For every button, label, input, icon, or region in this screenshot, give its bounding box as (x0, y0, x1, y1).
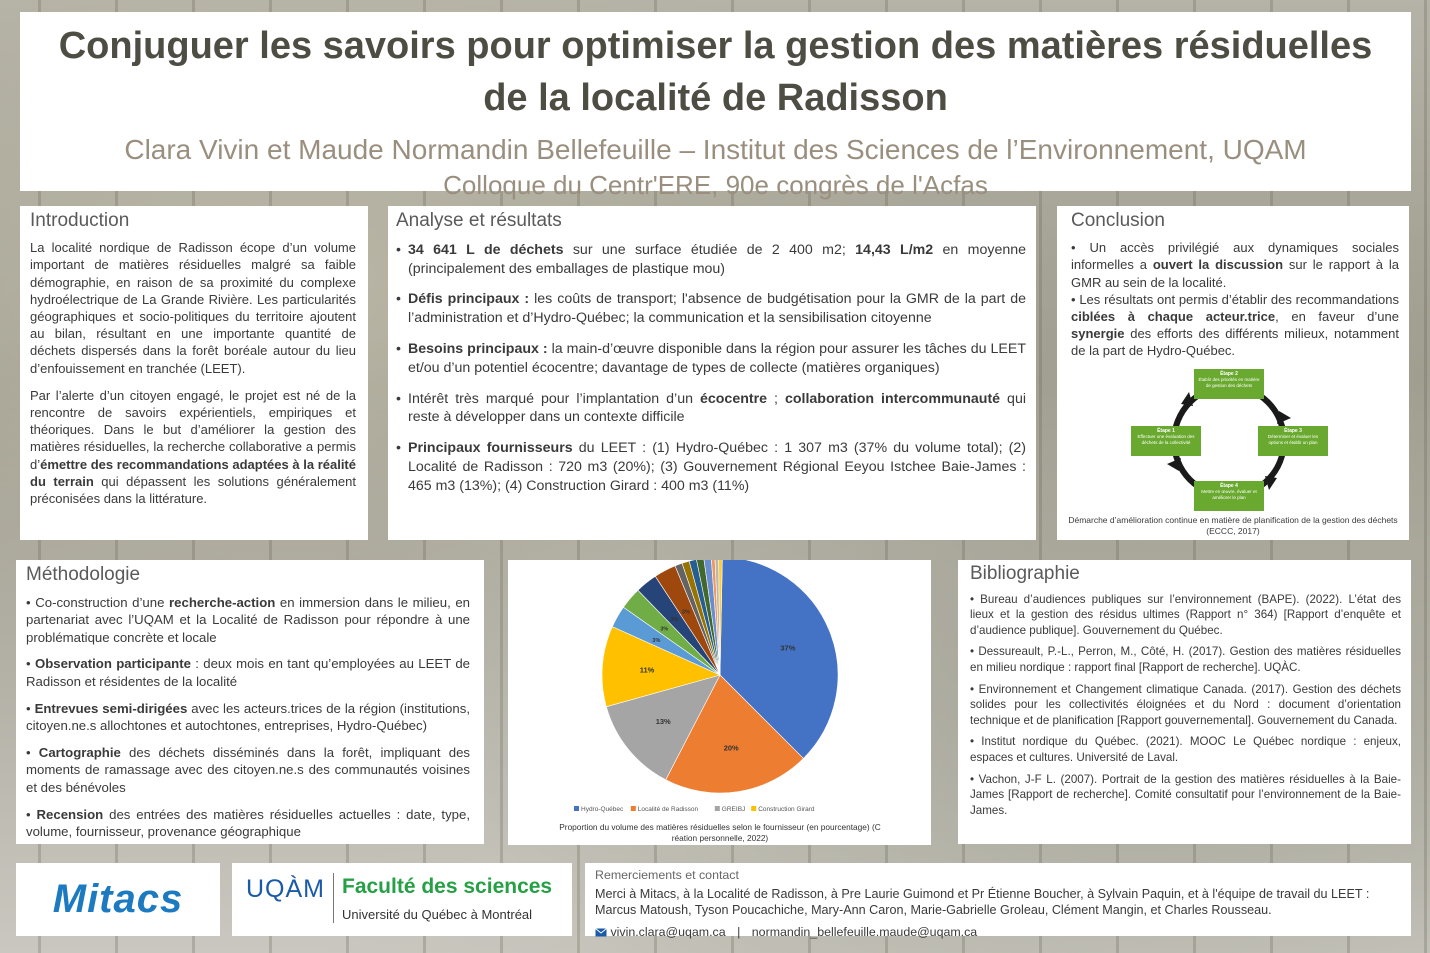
acknowledgements-heading: Remerciements et contact (595, 868, 739, 882)
list-item (396, 241, 1026, 279)
emphasis: 34 641 L de déchets (408, 241, 564, 258)
text: qui dépassent les solutions généralement préconisées dans la littérature. (30, 473, 356, 507)
list-item (396, 439, 1026, 495)
emphasis: Entrevues semi-dirigées (34, 700, 188, 716)
colloque: Colloque du Centr'ERE, 90e congrès de l'Acfas (443, 170, 988, 200)
method-item: • Cartographie des déchets disséminés dans la forêt, impliquant des moments de ramassage avec des citoyen.ne.s des communautés voisines et des bénévoles (26, 744, 470, 795)
method-item: • Observation participante : deux mois en tant qu’employées au LEET de Radisson et résidentes de la localité (26, 656, 471, 689)
bibliography-heading: Bibliographie (970, 563, 1080, 584)
text: • Les résultats ont permis d’établir des recommandations (1071, 291, 1399, 307)
email-link-1[interactable]: vivin.clara@uqam.ca (610, 924, 726, 939)
legend-swatch (574, 806, 579, 811)
legend-label: GREIBJ (721, 806, 746, 813)
arrow-head (1277, 411, 1291, 424)
list-item (396, 390, 1026, 428)
text: des efforts des différents milieux, notamment de la part de Hydro-Québec. (1071, 326, 1399, 359)
legend-label: Localité de Radisson (637, 806, 699, 813)
cycle-step-3 (1258, 426, 1328, 456)
step-text: Effectuer une évaluation des déchets de la collectivité (1137, 434, 1195, 445)
emphasis: Défis principaux : (408, 291, 530, 308)
university-name: Université du Québec à Montréal (342, 907, 533, 922)
reference: • Dessureault, P.-L., Perron, M., Côté, H. (2017). Gestion des matières résiduelles en milieu nordique : rapport final [Rapport de recherche]. UQÀC. (970, 645, 1401, 674)
emphasis: synergie (1071, 326, 1125, 342)
text: la main-d’œuvre disponible dans la région pour assurer les tâches du LEET et/ou d’un potentiel écocentre; davantage de types de collecte (matières organiques) (408, 340, 1026, 376)
text: : deux mois en tant qu’employées au LEET de Radisson et résidentes de la localité (26, 656, 471, 689)
method-item: • Recension des entrées des matières résiduelles actuelles : date, type, volume, fournisseur, provenance géographique (26, 806, 470, 840)
title-line-2: de la localité de Radisson (483, 77, 948, 119)
text: qui reste à développer dans un contexte difficile (408, 390, 1026, 426)
pie-chart-panel (508, 560, 931, 845)
uqam-wordmark: UQÀM (246, 875, 325, 903)
chart-caption: Proportion du volume des matières résiduelles selon le fournisseur (en pourcentage) (C (559, 822, 881, 832)
legend-label: Hydro-Québec (581, 806, 624, 813)
reference: • Institut nordique du Québec. (2021). MOOC Le Québec nordique : enjeux, espaces et cultures. Université de Laval. (970, 735, 1401, 764)
legend-swatch (715, 806, 720, 811)
conclusion-section (1057, 206, 1409, 540)
email-icon (595, 928, 607, 937)
acknowledgements-text: Merci à Mitacs, à la Localité de Radisson, à Pre Laurie Guimond et Pr Étienne Boucher, à Sylvain Paquin, et à l'équipe de travail du LEET : Marcus Matoush, Tyson Poucachiche, Mary-Ann Caron, Marie-Gabrielle Groleau, Clément Mangin, et Charles Rousseau. (595, 886, 1370, 917)
methodology-heading: Méthodologie (26, 564, 141, 585)
pie-chart (508, 560, 931, 845)
introduction-paragraph-1: La localité nordique de Radisson écope d’un volume important de matières résiduelles malgré sa faible démographie, en raison de sa proximité du complexe hydroélectrique de La Grande Rivière. Les particularités géographiques et socio-politiques du territoire ajoutent au bilan, résultant en une importante quantité de déchets dispersés dans la forêt boréale autour du lieu d’enfouissement en tranchée (LEET). (30, 240, 356, 376)
text: sur le rapport à la GMR au sein de la localité. (1071, 257, 1400, 290)
authors: Clara Vivin et Maude Normandin Bellefeuille – Institut des Sciences de l’Environnement, UQAM (124, 134, 1307, 165)
conclusion-point-2 (1071, 291, 1399, 360)
conclusion-heading: Conclusion (1071, 210, 1165, 231)
emphasis: Cartographie (38, 744, 121, 760)
introduction-paragraph-2 (30, 387, 356, 507)
pie-data-label: 3% (670, 616, 679, 623)
separator: | (737, 924, 741, 939)
contact-line (595, 924, 1401, 941)
emphasis: Observation participante (34, 656, 191, 672)
emphasis: Recension (36, 806, 104, 822)
chart-caption: réation personnelle, 2022) (671, 833, 769, 843)
pie-data-label: 37% (780, 643, 796, 653)
legend-label: Construction Girard (758, 806, 815, 813)
faculty-name: Faculté des sciences (342, 875, 553, 898)
pie-data-label: 20% (723, 743, 739, 753)
diagram-caption: Démarche d’amélioration continue en matière de planification de la gestion des déchets (ECCC, 2017) (1068, 515, 1398, 536)
analysis-section (388, 206, 1036, 540)
logo-divider (333, 873, 334, 923)
step-title: Étape 3 (1284, 428, 1302, 434)
acknowledgements-section (585, 863, 1411, 939)
method-item (26, 594, 470, 647)
reference: • Bureau d’audiences publiques sur l’environnement (BAPE). (2022). L’état des lieux et la gestion des résidus ultimes (Rapport n° 364) [Rapport d’enquête et d’audience publique]. Gouvernement du Québec. (970, 592, 1401, 637)
introduction-section (20, 206, 368, 540)
title-banner (20, 12, 1411, 200)
mitacs-wordmark: Mitacs (52, 877, 184, 921)
email-link-2[interactable]: normandin_bellefeuille.maude@uqam.ca (751, 924, 978, 939)
step-title: Étape 1 (1157, 428, 1175, 434)
text: en moyenne (principalement des emballages de plastique mou) (408, 241, 1027, 277)
text: ; (767, 390, 785, 407)
conclusion-point-1 (1071, 239, 1399, 291)
list-item (396, 290, 1026, 328)
pie-data-label: 13% (655, 717, 671, 727)
improvement-cycle-diagram (1129, 366, 1329, 516)
emphasis: recherche-action (169, 594, 276, 610)
pie-data-label: 3% (652, 637, 661, 644)
pie-data-label: 11% (639, 665, 655, 675)
emphasis: 14,43 L/m2 (855, 241, 934, 258)
reference: • Vachon, J-F L. (2007). Portrait de la gestion des matières résiduelles à la Baie-James [Rapport de recherche]. Comité consultatif pour l’environnement de la Baie-James. (970, 772, 1401, 817)
step-title: Étape 2 (1220, 371, 1238, 377)
text: avec les acteurs.trices de la région (institutions, citoyen.ne.s allochtones et autochtones, entreprises, Hydro-Québec) (26, 700, 470, 734)
emphasis: ciblées à chaque acteur.trice (1071, 309, 1276, 325)
text: Intérêt très marqué pour l’implantation d’un (408, 390, 700, 407)
text: sur une surface étudiée de 2 400 m2; (563, 241, 856, 258)
text: en immersion dans le milieu, en partenariat avec l’UQAM et la Localité de Radisson pour répondre à une problématique concrète et locale (26, 594, 471, 645)
emphasis: Principaux fournisseurs (408, 440, 573, 457)
cycle-step-1 (1131, 426, 1201, 456)
methodology-section (16, 560, 484, 844)
mitacs-logo (16, 863, 220, 936)
emphasis: ouvert la discussion (1152, 257, 1284, 273)
step-text: Établir des priorités en matière de gestion des déchets (1198, 377, 1260, 388)
emphasis: Besoins principaux : (408, 340, 548, 357)
text: du LEET : (1) Hydro-Québec : 1 307 m3 (37% du volume total); (2) Localité de Radisson : 720 m3 (20%); (3) Gouvernement Régional Eeyou Istchee Baie-James : 465 m3 (13%); (4) Construction Girard : 400 m3 (11%) (408, 440, 1027, 494)
arrow-head (1167, 458, 1181, 471)
method-item: • Entrevues semi-dirigées avec les acteurs.trices de la région (institutions, citoyen.ne.s allochtones et autochtones, entreprises, Hydro-Québec) (26, 700, 470, 734)
list-item (396, 340, 1026, 378)
emphasis: écocentre (699, 390, 768, 407)
cycle-step-2 (1194, 369, 1264, 399)
emphasis: collaboration intercommunauté (784, 390, 1001, 407)
text: les coûts de transport; l'absence de budgétisation pour la GMR de la part de l’administration et d’Hydro-Québec; la communication et la sensibilisation citoyenne (408, 291, 1026, 327)
text: • Co-construction d’une (26, 594, 170, 610)
step-title: Étape 4 (1220, 483, 1238, 489)
text: , en faveur d’une (1275, 309, 1399, 325)
introduction-heading: Introduction (30, 210, 130, 231)
legend-swatch (631, 806, 636, 811)
uqam-logo (232, 863, 572, 936)
reference: • Environnement et Changement climatique Canada. (2017). Gestion des déchets solides pour les collectivités éloignées et du Nord : document d’orientation technique et de planification [Rapport gouvernemental]. Gouvernement du Canada. (970, 682, 1401, 727)
pie-data-label: 3% (660, 626, 669, 633)
text: des entrées des matières résiduelles actuelles : date, type, volume, fournisseur, provenance géographique (26, 806, 470, 840)
analysis-list (396, 241, 1026, 496)
bibliography-section (958, 560, 1411, 844)
title-line-1: Conjuguer les savoirs pour optimiser la gestion des matières résiduelles (58, 25, 1373, 67)
step-text: Mettre en œuvre, évaluer et améliorer le plan (1201, 489, 1257, 500)
poster-title (20, 20, 1411, 124)
cycle-step-4 (1194, 481, 1264, 511)
legend-swatch (751, 806, 756, 811)
step-text: Déterminer et évaluer les options et établir un plan (1267, 434, 1319, 445)
text: des déchets disséminés dans la forêt, impliquant des moments de ramassage avec des citoyen.ne.s des communautés voisines et des bénévoles (26, 744, 470, 795)
text: Par l’alerte d’un citoyen engagé, le projet est né de la rencontre de savoirs expérientiels, empiriques et théoriques. Dans le but d’améliorer la gestion des matières résiduelles, la recherche collaborative a permis d’ (30, 387, 356, 472)
emphasis: émettre des recommandations adaptées à la réalité du terrain (30, 456, 356, 489)
pie-data-label: 3% (681, 609, 690, 616)
text: • Un accès privilégié aux dynamiques sociales informelles a (1071, 240, 1399, 273)
analysis-heading: Analyse et résultats (396, 210, 562, 231)
